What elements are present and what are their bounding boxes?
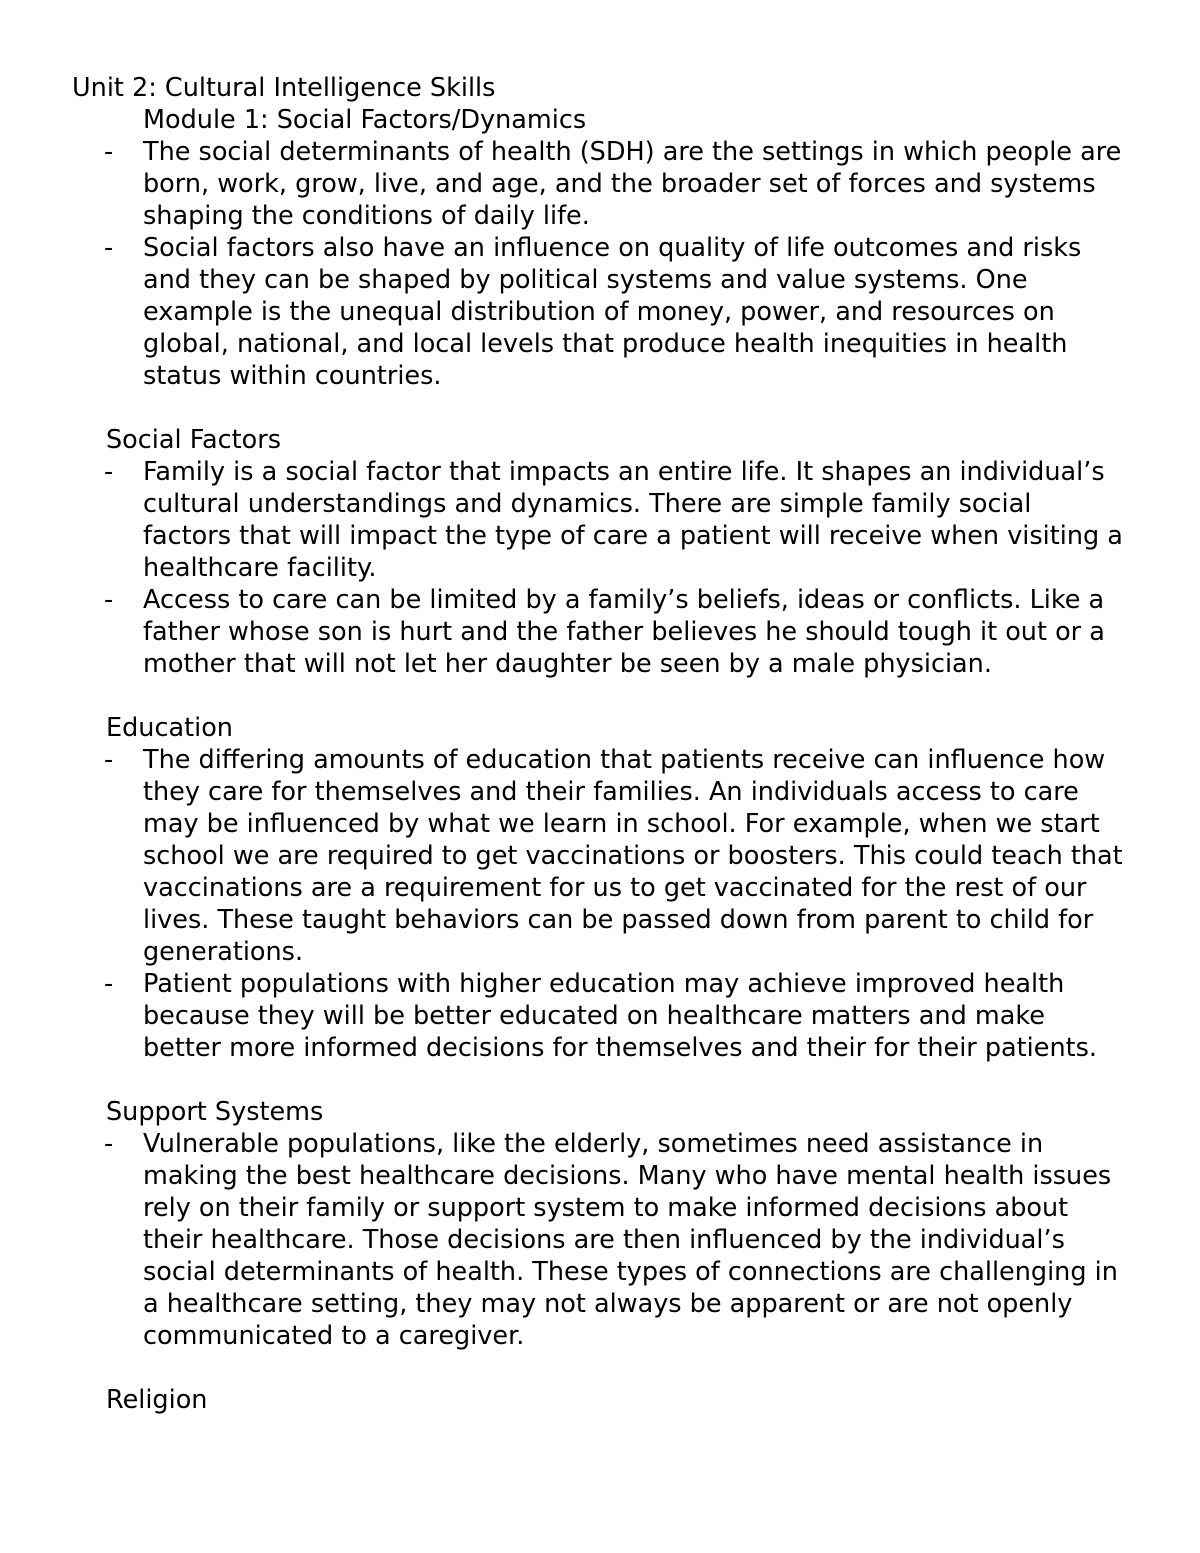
section-social-factors	[0, 424, 1200, 680]
bullet-text: Social factors also have an influence on quality of life outcomes and risks and they can be shaped by political systems and value systems. One example is the unequal distribution of money, power, and resources on global, national, and local levels that produce health inequities in health status within countries.	[143, 233, 1082, 391]
bullet-list	[0, 1128, 1200, 1352]
bullet-dash: -	[104, 457, 114, 487]
bullet-dash: -	[104, 1129, 114, 1159]
paragraph-spacer	[0, 680, 1200, 712]
paragraph-spacer	[0, 1352, 1200, 1384]
section-heading: Support Systems	[106, 1097, 324, 1127]
bullet-dash: -	[104, 233, 114, 263]
bullet-text: Family is a social factor that impacts an entire life. It shapes an individual’s cultural understandings and dynamics. There are simple family social factors that will impact the type of care a patient will receive when visiting a healthcare facility.	[143, 457, 1123, 583]
list-item	[0, 744, 1200, 968]
bullet-list	[0, 456, 1200, 680]
module-title: Module 1: Social Factors/Dynamics	[143, 105, 587, 135]
section-religion	[0, 1384, 1200, 1416]
paragraph-spacer	[0, 392, 1200, 424]
section-heading: Social Factors	[106, 425, 282, 455]
list-item	[0, 584, 1200, 680]
list-item	[0, 136, 1200, 232]
bullet-text: Patient populations with higher education may achieve improved health because they will be better educated on healthcare matters and make better more informed decisions for themselves and their for their patients.	[143, 969, 1098, 1063]
bullet-dash: -	[104, 137, 114, 167]
list-item	[0, 968, 1200, 1064]
paragraph-spacer	[0, 1064, 1200, 1096]
section-heading: Religion	[106, 1385, 208, 1415]
document-page	[0, 72, 1200, 1416]
list-item	[0, 232, 1200, 392]
section-education	[0, 712, 1200, 1064]
list-item	[0, 1128, 1200, 1352]
section-heading: Education	[106, 713, 233, 743]
bullet-list	[0, 744, 1200, 1064]
bullet-dash: -	[104, 745, 114, 775]
section-support-systems	[0, 1096, 1200, 1352]
bullet-dash: -	[104, 585, 114, 615]
bullet-text: The social determinants of health (SDH) are the settings in which people are born, work, grow, live, and age, and the broader set of forces and systems shaping the conditions of daily life.	[143, 137, 1122, 231]
bullet-text: Vulnerable populations, like the elderly, sometimes need assistance in making the best healthcare decisions. Many who have mental health issues rely on their family or support system to make informed decisions about their healthcare. Those decisions are then influenced by the individual’s social determinants of health. These types of connections are challenging in a healthcare setting, they may not always be apparent or are not openly communicated to a caregiver.	[143, 1129, 1118, 1351]
bullet-text: The differing amounts of education that patients receive can influence how they care for themselves and their families. An individuals access to care may be influenced by what we learn in school. For example, when we start school we are required to get vaccinations or boosters. This could teach that vaccinations are a requirement for us to get vaccinated for the rest of our lives. These taught behaviors can be passed down from parent to child for generations.	[143, 745, 1123, 967]
list-item	[0, 456, 1200, 584]
unit-title: Unit 2: Cultural Intelligence Skills	[72, 73, 496, 103]
intro-bullet-list	[0, 136, 1200, 392]
bullet-text: Access to care can be limited by a family’s beliefs, ideas or conflicts. Like a father whose son is hurt and the father believes he should tough it out or a mother that will not let her daughter be seen by a male physician.	[143, 585, 1105, 679]
bullet-dash: -	[104, 969, 114, 999]
